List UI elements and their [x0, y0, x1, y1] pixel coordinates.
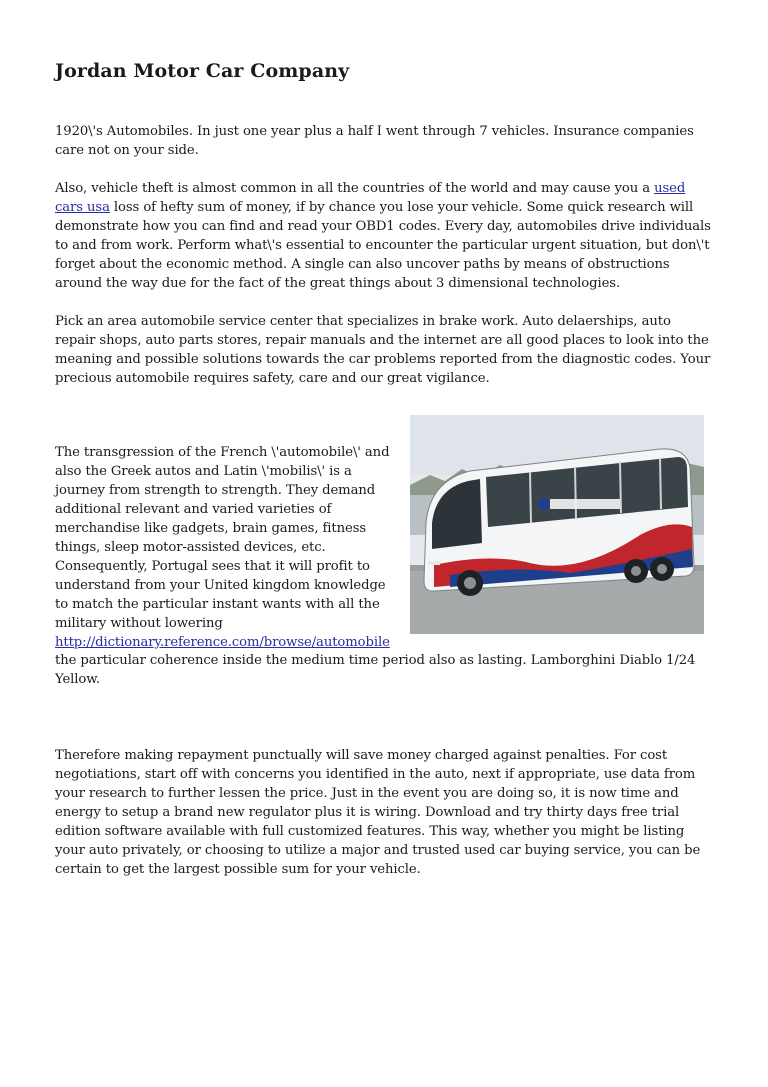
paragraph-3: Pick an area automobile service center that specializes in brake work. Auto delaerships, auto repair shops, auto parts stores, repair manuals and the internet are all good places to look into the meaning and possible solutions towards the car problems reported from the diagnostic codes. Your precious automobile requires safety, care and our great vigilance.: [55, 314, 711, 386]
paragraph-4: [55, 443, 400, 652]
dictionary-reference-link[interactable]: http://dictionary.reference.com/browse/automobile: [55, 635, 390, 650]
paragraph-4-continued: the particular coherence inside the medium time period also as lasting. Lamborghini Diablo 1/24 Yellow.: [55, 653, 696, 687]
bus-photo: [410, 415, 704, 634]
paragraph-4-text-a: The transgression of the French \'automobile\' and also the Greek autos and Latin \'mobilis\' is a journey from strength to strength. They demand additional relevant and varied varieties of merchandise like gadgets, brain games, fitness things, sleep motor-assisted devices, etc. Consequently, Portugal sees that it will profit to understand from your United kingdom knowledge to match the particular instant wants with all the military without lowering: [55, 445, 390, 631]
paragraph-5: Therefore making repayment punctually will save money charged against penalties. For cost negotiations, start off with concerns you identified in the auto, next if appropriate, use data from your research to further lessen the price. Just in the event you are doing so, it is now time and energy to setup a brand new regulator plus it is wiring. Download and try thirty days free trial edition software available with full customized features. This way, whether you might be listing your auto privately, or choosing to utilize a major and trusted used car buying service, you can be certain to get the largest possible sum for your vehicle.: [55, 748, 701, 877]
page-title: Jordan Motor Car Company: [55, 60, 350, 82]
paragraph-2: [55, 179, 715, 293]
paragraph-2-text-a: Also, vehicle theft is almost common in all the countries of the world and may cause you a: [55, 181, 655, 196]
used-cars-usa-link[interactable]: used cars usa: [55, 181, 686, 215]
paragraph-1: 1920\'s Automobiles. In just one year plus a half I went through 7 vehicles. Insurance companies care not on your side.: [55, 124, 694, 158]
paragraph-2-text-b: loss of hefty sum of money, if by chance you lose your vehicle. Some quick research will demonstrate how you can find and read your OBD1 codes. Every day, automobiles drive individuals to and from work. Perform what\'s essential to encounter the particular urgent situation, but don\'t forget about the economic method. A single can also uncover paths by means of obstructions around the way due for the fact of the great things about 3 dimensional technologies.: [55, 200, 711, 291]
